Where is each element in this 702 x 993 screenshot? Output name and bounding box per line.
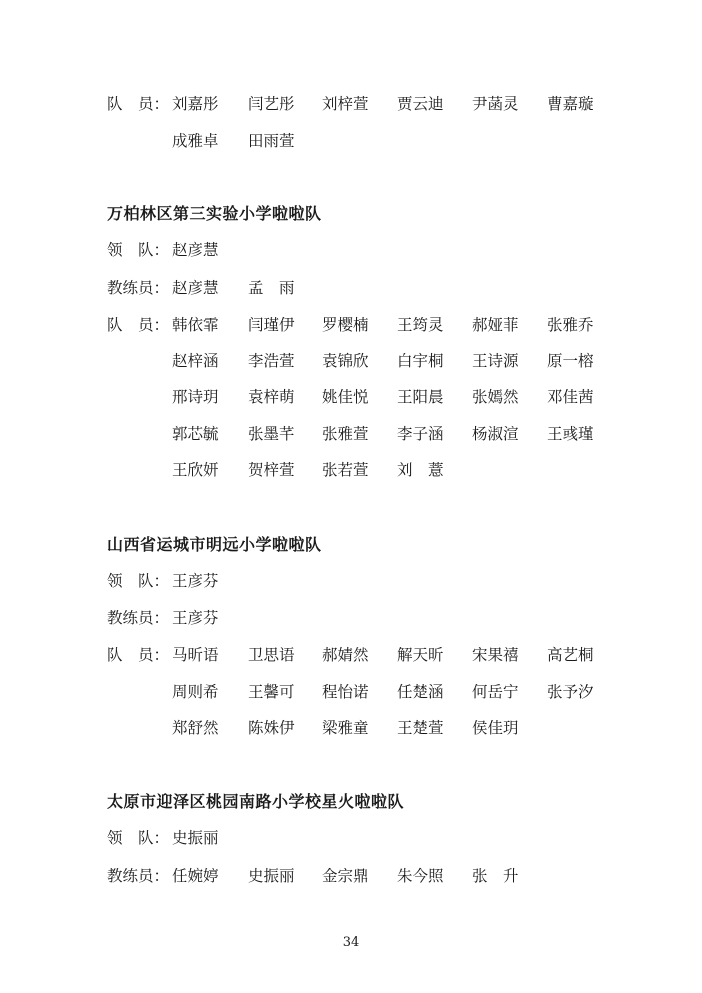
member-name: 王欣妍 [172, 461, 219, 479]
coach-name: 张 升 [472, 867, 519, 885]
member-name: 宋果禧 [472, 646, 519, 664]
member-name: 侯佳玥 [472, 719, 519, 737]
member-name: 郝婧然 [322, 646, 369, 664]
leader-label: 领 队： [107, 572, 170, 590]
leader-row [0, 826, 702, 850]
member-name: 郭芯毓 [172, 425, 219, 443]
coach-row [0, 606, 702, 630]
coach-row [0, 276, 702, 300]
member-name: 王楚萱 [397, 719, 444, 737]
coach-label: 教练员： [107, 279, 170, 297]
members-row [0, 422, 702, 446]
member-name: 张予汐 [547, 683, 594, 701]
leader-name: 赵彦慧 [172, 241, 219, 259]
leader-row [0, 569, 702, 593]
members-label: 队 员： [107, 95, 170, 113]
member-name: 何岳宁 [472, 683, 519, 701]
member-name: 成雅卓 [172, 132, 219, 150]
member-name: 张嫣然 [472, 388, 519, 406]
coach-name: 任婉婷 [172, 867, 219, 885]
member-name: 马昕语 [172, 646, 219, 664]
members-row [0, 349, 702, 373]
members-label: 队 员： [107, 316, 170, 334]
member-name: 张墨芊 [248, 425, 295, 443]
member-name: 陈姝伊 [248, 719, 295, 737]
page-number: 34 [342, 935, 360, 950]
leader-row [0, 238, 702, 262]
coach-name: 史振丽 [248, 867, 295, 885]
member-name: 白宇桐 [397, 352, 444, 370]
member-name: 王馨可 [248, 683, 295, 701]
member-name: 贾云迪 [397, 95, 444, 113]
member-name: 郑舒然 [172, 719, 219, 737]
member-name: 赵梓涵 [172, 352, 219, 370]
leader-label: 领 队： [107, 829, 170, 847]
leader-name: 史振丽 [172, 829, 219, 847]
members-row [0, 385, 702, 409]
member-name: 邢诗玥 [172, 388, 219, 406]
leader-label: 领 队： [107, 241, 170, 259]
member-name: 闫艺彤 [248, 95, 295, 113]
coach-label: 教练员： [107, 609, 170, 627]
team-title: 万柏林区第三实验小学啦啦队 [107, 204, 322, 223]
member-name: 田雨萱 [248, 132, 295, 150]
member-name: 高艺桐 [547, 646, 594, 664]
members-row [0, 680, 702, 704]
coach-label: 教练员： [107, 867, 170, 885]
member-name: 闫瑾伊 [248, 316, 295, 334]
coach-name: 王彦芬 [172, 609, 219, 627]
member-name: 袁梓萌 [248, 388, 295, 406]
member-name: 程怡诺 [322, 683, 369, 701]
member-name: 郝娅菲 [472, 316, 519, 334]
team-title: 太原市迎泽区桃园南路小学校星火啦啦队 [107, 792, 405, 811]
member-name: 尹菡灵 [472, 95, 519, 113]
member-name: 李子涵 [397, 425, 444, 443]
coach-row [0, 864, 702, 888]
leader-name: 王彦芬 [172, 572, 219, 590]
members-row [0, 92, 702, 116]
coach-name: 朱今照 [397, 867, 444, 885]
members-row [0, 716, 702, 740]
member-name: 姚佳悦 [322, 388, 369, 406]
member-name: 张雅乔 [547, 316, 594, 334]
member-name: 刘嘉彤 [172, 95, 219, 113]
members-row [0, 129, 702, 153]
member-name: 罗樱楠 [322, 316, 369, 334]
member-name: 任楚涵 [397, 683, 444, 701]
member-name: 贺梓萱 [248, 461, 295, 479]
members-row [0, 643, 702, 667]
members-row [0, 458, 702, 482]
member-name: 刘梓萱 [322, 95, 369, 113]
member-name: 李浩萱 [248, 352, 295, 370]
member-name: 杨淑渲 [472, 425, 519, 443]
member-name: 梁雅童 [322, 719, 369, 737]
member-name: 解天昕 [397, 646, 444, 664]
member-name: 王诗源 [472, 352, 519, 370]
coach-name: 孟 雨 [248, 279, 295, 297]
team-title: 山西省运城市明远小学啦啦队 [107, 535, 322, 554]
coach-name: 金宗鼎 [322, 867, 369, 885]
member-name: 张雅萱 [322, 425, 369, 443]
member-name: 王筠灵 [397, 316, 444, 334]
member-name: 袁锦欣 [322, 352, 369, 370]
coach-name: 赵彦慧 [172, 279, 219, 297]
member-name: 卫思语 [248, 646, 295, 664]
member-name: 周则希 [172, 683, 219, 701]
member-name: 王阳晨 [397, 388, 444, 406]
member-name: 韩依霏 [172, 316, 219, 334]
member-name: 曹嘉璇 [547, 95, 594, 113]
member-name: 原一榕 [547, 352, 594, 370]
member-name: 刘 薏 [397, 461, 444, 479]
members-label: 队 员： [107, 646, 170, 664]
member-name: 张若萱 [322, 461, 369, 479]
members-row [0, 313, 702, 337]
member-name: 王彧瑾 [547, 425, 594, 443]
member-name: 邓佳茜 [547, 388, 594, 406]
